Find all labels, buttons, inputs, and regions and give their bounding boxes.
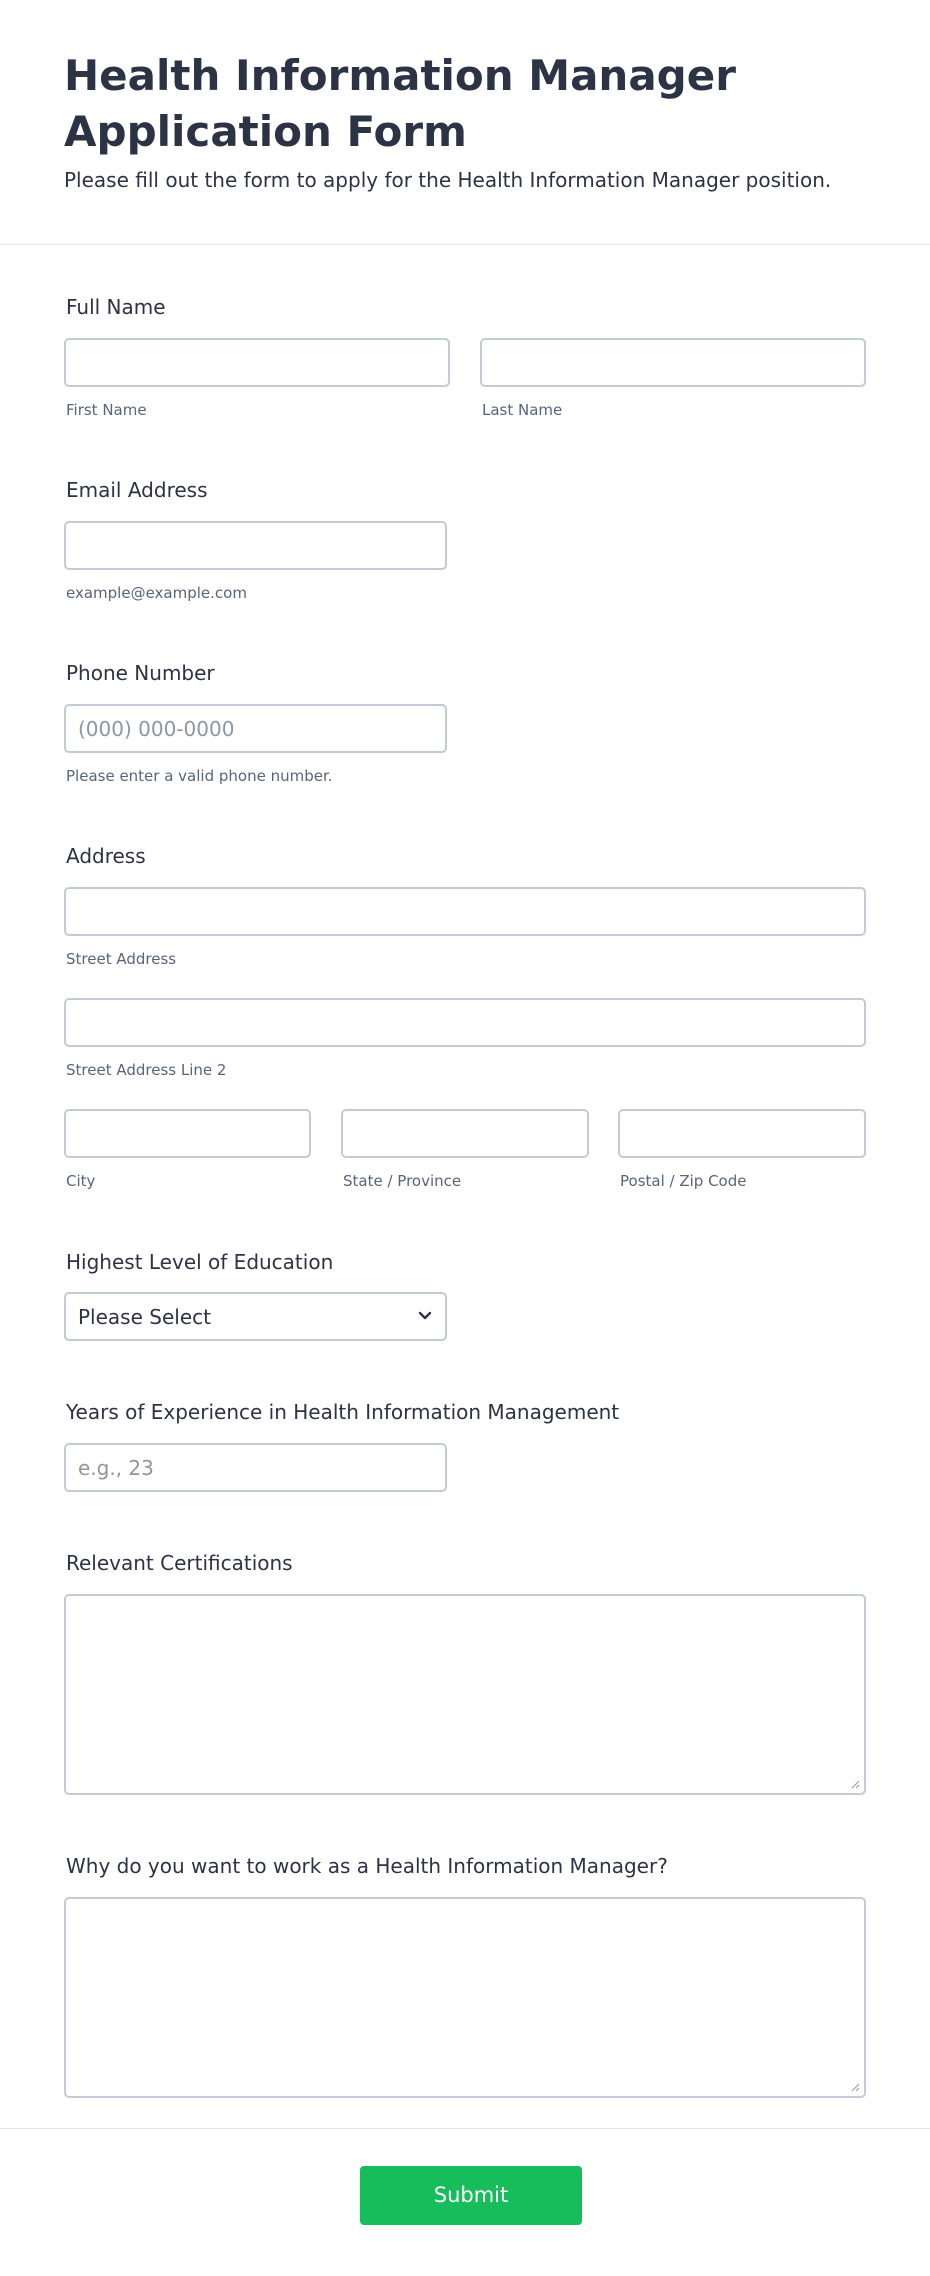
resize-handle-icon[interactable]	[850, 1779, 860, 1789]
street-address-sublabel: Street Address	[66, 950, 177, 968]
phone-sublabel: Please enter a valid phone number.	[66, 767, 333, 785]
first-name-input[interactable]	[64, 338, 450, 387]
phone-input[interactable]	[64, 704, 447, 753]
street-address-line2-input[interactable]	[64, 998, 866, 1047]
email-label: Email Address	[66, 478, 208, 502]
email-input[interactable]	[64, 521, 447, 570]
experience-label: Years of Experience in Health Information Management	[66, 1400, 620, 1424]
education-selected-value: Please Select	[78, 1305, 211, 1329]
email-sublabel: example@example.com	[66, 584, 247, 602]
experience-placeholder: e.g., 23	[78, 1456, 154, 1480]
street-address-line2-sublabel: Street Address Line 2	[66, 1061, 227, 1079]
city-input[interactable]	[64, 1109, 311, 1158]
zip-input[interactable]	[618, 1109, 866, 1158]
education-select[interactable]	[64, 1292, 447, 1341]
state-sublabel: State / Province	[343, 1172, 462, 1190]
form-header	[0, 0, 930, 245]
form-subtitle: Please fill out the form to apply for the Health Information Manager position.	[64, 168, 832, 192]
last-name-sublabel: Last Name	[482, 401, 563, 419]
street-address-input[interactable]	[64, 887, 866, 936]
city-sublabel: City	[66, 1172, 96, 1190]
form-title: Health Information Manager Application Form	[64, 51, 736, 156]
chevron-down-icon	[417, 1310, 433, 1322]
footer-divider	[0, 2128, 930, 2129]
education-label: Highest Level of Education	[66, 1250, 334, 1274]
certifications-textarea[interactable]	[64, 1594, 866, 1795]
experience-input[interactable]	[64, 1443, 447, 1492]
resize-handle-icon[interactable]	[850, 2082, 860, 2092]
address-label: Address	[66, 844, 146, 868]
zip-sublabel: Postal / Zip Code	[620, 1172, 747, 1190]
state-input[interactable]	[341, 1109, 589, 1158]
last-name-input[interactable]	[480, 338, 866, 387]
full-name-label: Full Name	[66, 295, 166, 319]
motivation-textarea[interactable]	[64, 1897, 866, 2098]
certifications-label: Relevant Certifications	[66, 1551, 293, 1575]
submit-button[interactable]: Submit	[360, 2166, 582, 2225]
first-name-sublabel: First Name	[66, 401, 147, 419]
motivation-label: Why do you want to work as a Health Information Manager?	[66, 1854, 668, 1878]
phone-label: Phone Number	[66, 661, 215, 685]
phone-placeholder: (000) 000-0000	[78, 717, 235, 741]
